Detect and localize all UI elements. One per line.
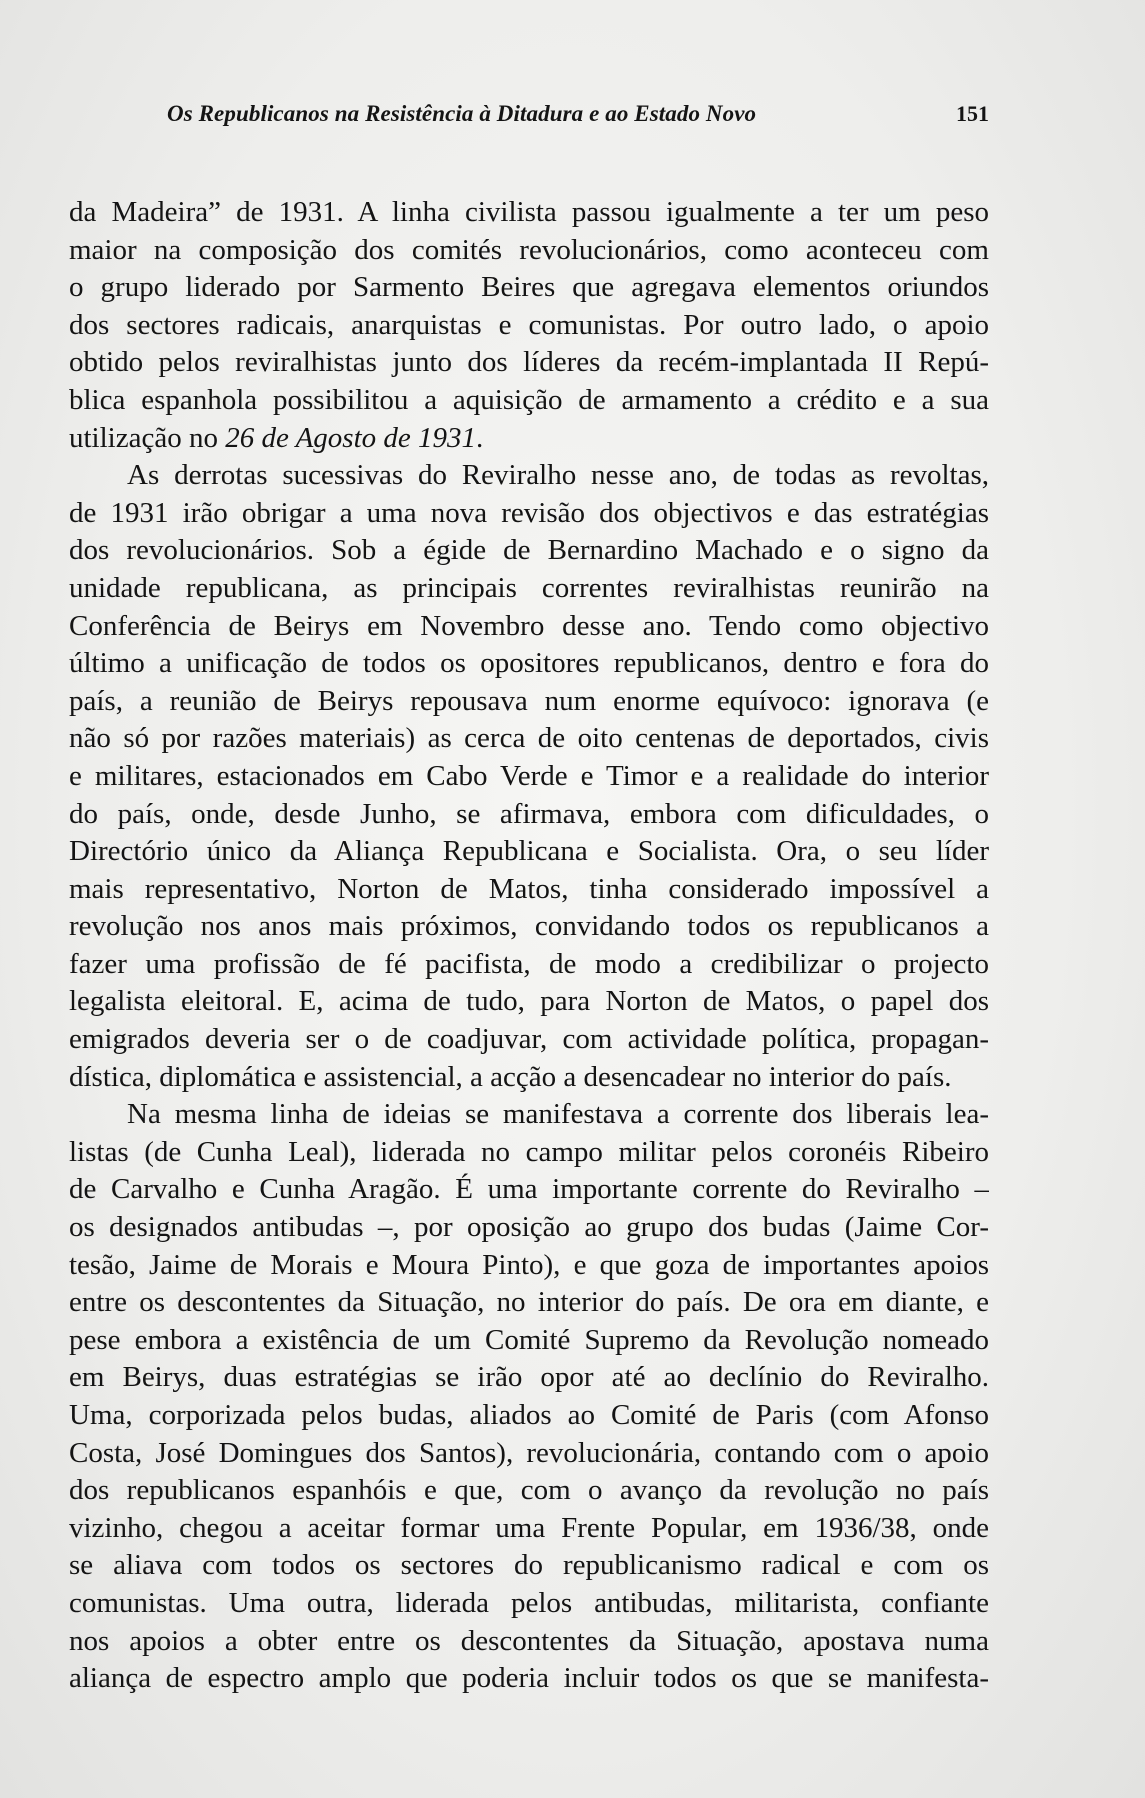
- text-line: Costa, José Domingues dos Santos), revolucionária, contando com o apoio: [69, 1436, 989, 1469]
- running-title: Os Republicanos na Resistência à Ditadura e ao Estado Novo: [167, 101, 757, 126]
- text-span: .: [476, 421, 484, 454]
- text-line: de 1931 irão obrigar a uma nova revisão dos objectivos e das estratégias: [69, 496, 989, 529]
- text-line: o grupo liderado por Sarmento Beires que agregava elementos oriundos: [69, 271, 989, 304]
- text-line: tesão, Jaime de Morais e Moura Pinto), e que goza de importantes apoios: [69, 1248, 989, 1281]
- text-line: dística, diplomática e assistencial, a acção a desencadear no interior do país.: [69, 1060, 952, 1093]
- emphasized-date: 26 de Agosto de 1931: [225, 421, 476, 454]
- text-line: nos apoios a obter entre os descontentes da Situação, apostava numa: [69, 1624, 989, 1657]
- text-line: vizinho, chegou a aceitar formar uma Frente Popular, em 1936/38, onde: [69, 1511, 989, 1544]
- text-line: Uma, corporizada pelos budas, aliados ao Comité de Paris (com Afonso: [69, 1399, 989, 1431]
- text-line: Conferência de Beirys em Novembro desse ano. Tendo como objectivo: [69, 609, 989, 642]
- text-line: listas (de Cunha Leal), liderada no campo militar pelos coronéis Ribeiro: [69, 1135, 989, 1168]
- text-span: utilização no: [69, 421, 226, 454]
- text-line: não só por razões materiais) as cerca de oito centenas de deportados, civis: [69, 722, 989, 755]
- text-line: em Beirys, duas estratégias se irão opor até ao declínio do Reviralho.: [69, 1361, 989, 1394]
- text-line: país, a reunião de Beirys repousava num enorme equívoco: ignorava (e: [69, 684, 989, 717]
- text-line: último a unificação de todos os opositores republicanos, dentro e fora do: [69, 647, 989, 680]
- text-line: os designados antibudas –, por oposição ao grupo dos budas (Jaime Cor-: [69, 1211, 989, 1244]
- paragraph: [69, 457, 989, 1096]
- text-line: obtido pelos reviralhistas junto dos líderes da recém-implantada II Repú-: [69, 346, 989, 379]
- text-line: fazer uma profissão de fé pacifista, de modo a credibilizar o projecto: [69, 947, 989, 980]
- paragraph: [69, 194, 989, 457]
- body-text: [69, 194, 989, 1698]
- text-line: legalista eleitoral. E, acima de tudo, para Norton de Matos, o papel dos: [69, 985, 989, 1018]
- text-line: de Carvalho e Cunha Aragão. É uma importante corrente do Reviralho –: [69, 1173, 989, 1206]
- text-line: mais representativo, Norton de Matos, tinha considerado impossível a: [69, 872, 989, 905]
- text-line: maior na composição dos comités revolucionários, como aconteceu com: [69, 233, 989, 266]
- text-line: emigrados deveria ser o de coadjuvar, com actividade política, propagan-: [69, 1023, 989, 1056]
- text-line: dos republicanos espanhóis e que, com o avanço da revolução no país: [69, 1474, 989, 1507]
- text-line: e militares, estacionados em Cabo Verde e Timor e a realidade do interior: [69, 759, 989, 792]
- text-line: se aliava com todos os sectores do republicanismo radical e com os: [69, 1549, 989, 1582]
- text-line: da Madeira” de 1931. A linha civilista passou igualmente a ter um peso: [69, 196, 989, 228]
- text-line: dos sectores radicais, anarquistas e comunistas. Por outro lado, o apoio: [69, 308, 989, 341]
- text-line: Directório único da Aliança Republicana e Socialista. Ora, o seu líder: [69, 835, 989, 868]
- text-line: pese embora a existência de um Comité Supremo da Revolução nomeado: [69, 1323, 989, 1356]
- text-line: unidade republicana, as principais correntes reviralhistas reunirão na: [69, 571, 989, 604]
- text-line: do país, onde, desde Junho, se afirmava, embora com dificuldades, o: [69, 797, 989, 830]
- text-line: revolução nos anos mais próximos, convidando todos os republicanos a: [69, 910, 989, 943]
- text-line: [69, 420, 989, 458]
- text-line: As derrotas sucessivas do Reviralho nesse ano, de todas as revoltas,: [127, 459, 989, 492]
- paragraph: [69, 1096, 989, 1698]
- page-number: 151: [956, 101, 989, 126]
- text-line: blica espanhola possibilitou a aquisição de armamento a crédito e a sua: [69, 383, 989, 416]
- text-line: dos revolucionários. Sob a égide de Bernardino Machado e o signo da: [69, 534, 989, 567]
- text-line: comunistas. Uma outra, liderada pelos antibudas, militarista, confiante: [69, 1586, 989, 1619]
- running-header: [167, 101, 989, 137]
- text-line: entre os descontentes da Situação, no interior do país. De ora em diante, e: [69, 1286, 989, 1319]
- text-line: Na mesma linha de ideias se manifestava a corrente dos liberais lea-: [127, 1098, 989, 1131]
- text-line: aliança de espectro amplo que poderia incluir todos os que se manifesta-: [69, 1662, 989, 1695]
